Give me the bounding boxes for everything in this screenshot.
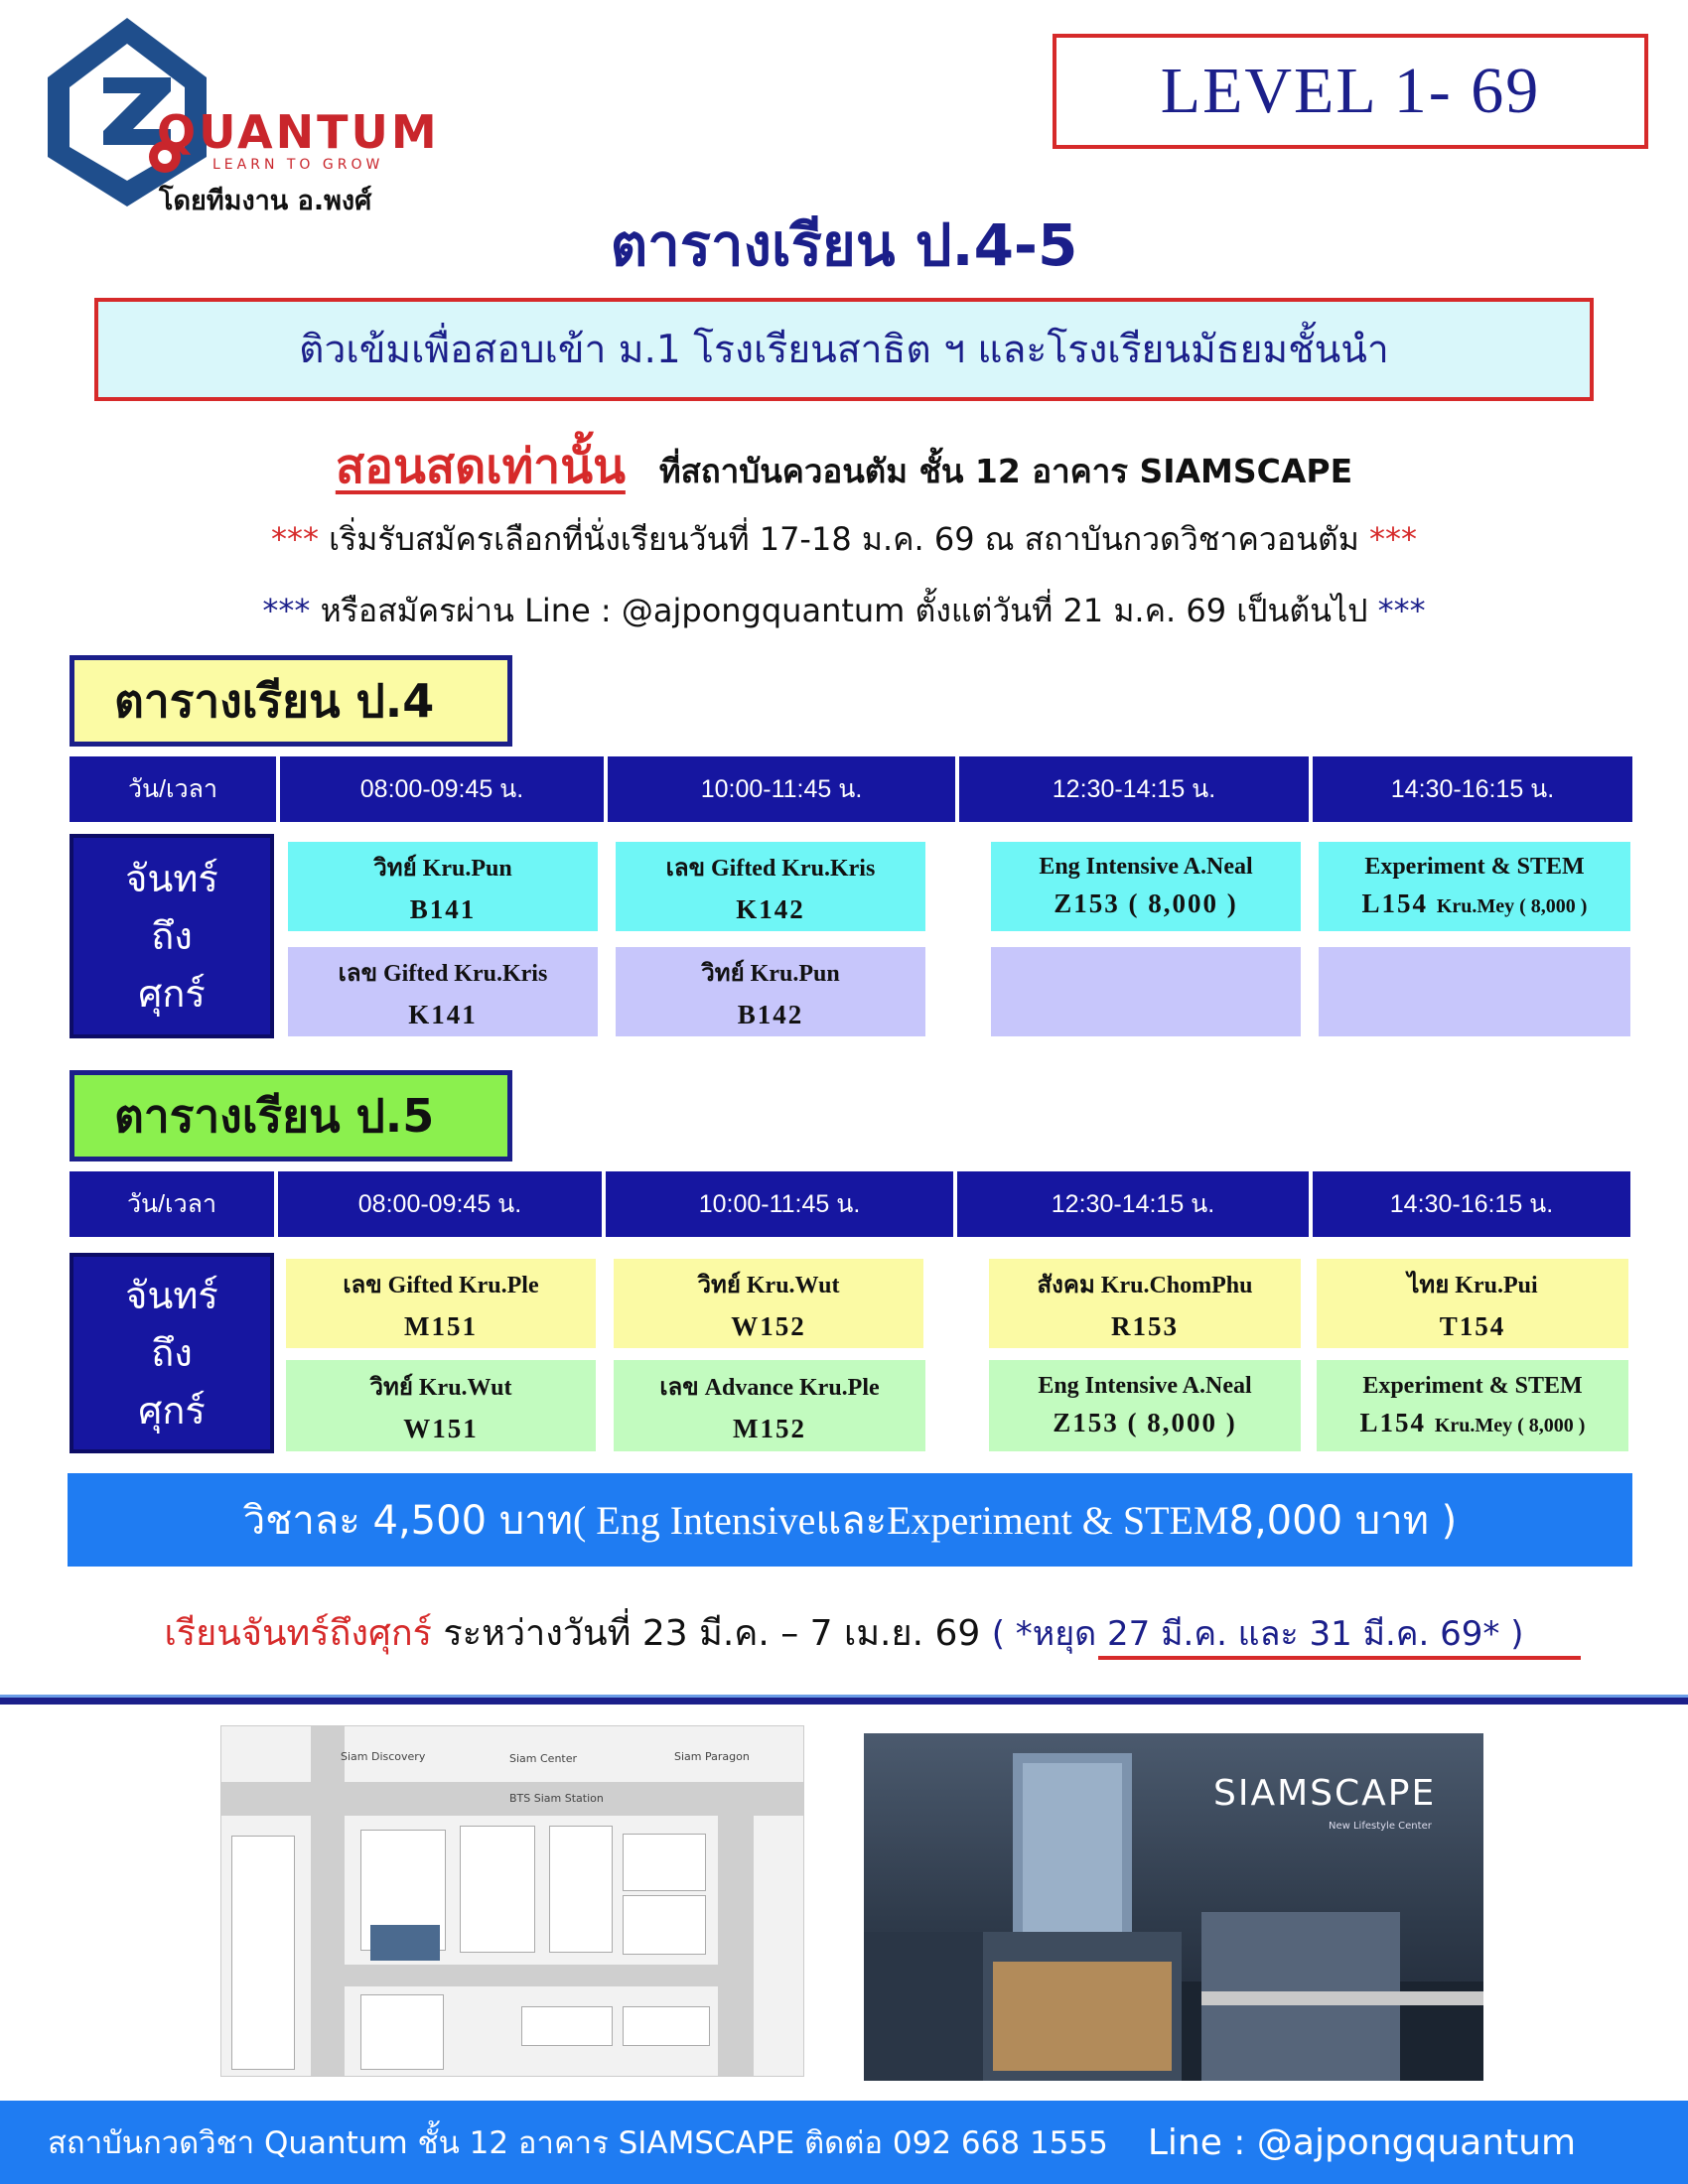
- footer-contact: สถาบันกวดวิชา Quantum ชั้น 12 อาคาร SIAMSCAPE ติดต่อ 092 668 1555: [48, 2125, 1108, 2161]
- header-day-time: วัน/เวลา: [70, 1171, 274, 1237]
- class-subject: Experiment & STEM: [1362, 1373, 1583, 1399]
- day-line-1: จันทร์: [125, 1274, 218, 1317]
- p5-class-T154: [1317, 1259, 1628, 1348]
- day-line-2: ถึง: [151, 1331, 193, 1375]
- siamscape-building-photo: [864, 1733, 1483, 2081]
- page-title: ตารางเรียน ป.4-5: [610, 211, 1078, 279]
- class-code: K141: [408, 1000, 478, 1029]
- banner-text: ติวเข้มเพื่อสอบเข้า ม.1 โรงเรียนสาธิต ฯ และโรงเรียนมัธยมชั้นนำ: [299, 328, 1389, 372]
- note-2-text: หรือสมัครผ่าน Line : @ajpongquantum ตั้งแต่วันที่ 21 ม.ค. 69 เป็นต้นไป: [310, 592, 1378, 629]
- p5-class-Z153: [989, 1360, 1301, 1451]
- class-subject: วิทย์ Kru.Wut: [697, 1273, 840, 1298]
- map-label-bts-siam: BTS Siam Station: [509, 1792, 604, 1805]
- dates-holiday: ( *หยุด 27 มี.ค. และ 31 มี.ค. 69* ): [991, 1614, 1524, 1654]
- p5-class-W152: [614, 1259, 923, 1348]
- p4-day-block: [70, 834, 274, 1038]
- class-subject: เลข Advance Kru.Ple: [659, 1375, 880, 1401]
- class-code: M151: [404, 1311, 478, 1341]
- price-rest: Experiment & STEM: [887, 1497, 1229, 1543]
- class-subject: วิทย์ Kru.Pun: [701, 961, 840, 987]
- p4-empty-cell-2: [1319, 947, 1630, 1036]
- price-main: วิชาละ 4,500 บาท: [242, 1498, 573, 1544]
- stars-right: ***: [1377, 592, 1426, 629]
- header-slot-2: 10:00-11:45 น.: [606, 1171, 953, 1237]
- day-line-2: ถึง: [151, 914, 193, 958]
- class-subject: ไทย Kru.Pui: [1407, 1273, 1538, 1298]
- p4-class-L154: [1319, 842, 1630, 931]
- header-slot-4: 14:30-16:15 น.: [1313, 1171, 1630, 1237]
- class-subject: วิทย์ Kru.Pun: [373, 856, 512, 882]
- class-code: Z153 ( 8,000 ): [1054, 888, 1238, 918]
- header-slot-2: 10:00-11:45 น.: [608, 756, 955, 822]
- class-code: Z153 ( 8,000 ): [1053, 1408, 1237, 1437]
- price-bar: [68, 1473, 1632, 1567]
- class-dates-row: [0, 1604, 1688, 1661]
- header-slot-3: 12:30-14:15 น.: [959, 756, 1309, 822]
- class-subject: Eng Intensive A.Neal: [1039, 854, 1253, 880]
- class-code-with-teacher: [1360, 1408, 1586, 1438]
- footer-line-id: Line : @ajpongquantum: [1147, 2121, 1577, 2163]
- class-subject: เลข Gifted Kru.Ple: [343, 1273, 539, 1298]
- stars-left: ***: [271, 520, 319, 558]
- class-code: B141: [409, 894, 477, 924]
- dates-days: เรียนจันทร์ถึงศุกร์: [164, 1613, 432, 1654]
- live-class-row: [0, 429, 1688, 504]
- p5-class-R153: [989, 1259, 1301, 1348]
- price-amount: 8,000 บาท ): [1228, 1498, 1458, 1544]
- p4-class-B142: [616, 947, 925, 1036]
- stars-left: ***: [262, 592, 311, 629]
- day-line-1: จันทร์: [125, 857, 218, 900]
- photo-sub: New Lifestyle Center: [1329, 1821, 1432, 1832]
- dates-range: ระหว่างวันที่ 23 มี.ค. – 7 เม.ย. 69: [431, 1613, 992, 1654]
- map-label-siam-center: Siam Center: [509, 1752, 578, 1765]
- note-1-text: เริ่มรับสมัครเลือกที่นั่งเรียนวันที่ 17-18 ม.ค. 69 ณ สถาบันกวดวิชาควอนตัม: [319, 520, 1369, 558]
- class-subject: เลข Gifted Kru.Kris: [338, 961, 548, 987]
- holiday-underline: [1098, 1656, 1581, 1660]
- class-code: T154: [1439, 1311, 1506, 1341]
- footer-bar: [0, 2101, 1688, 2184]
- section-divider: [0, 1695, 1688, 1705]
- registration-note-1: [0, 514, 1688, 565]
- stars-right: ***: [1368, 520, 1417, 558]
- live-location: ที่สถาบันควอนตัม ชั้น 12 อาคาร SIAMSCAPE: [658, 452, 1353, 490]
- p5-class-M152: [614, 1360, 925, 1451]
- location-map: [220, 1725, 804, 2077]
- class-code: L154: [1361, 888, 1429, 918]
- photo-brand: SIAMSCAPE: [1213, 1773, 1437, 1814]
- class-subject: Experiment & STEM: [1364, 854, 1585, 880]
- class-teacher-price: Kru.Mey ( 8,000 ): [1436, 895, 1588, 917]
- header-slot-1: 08:00-09:45 น.: [280, 756, 604, 822]
- class-subject: วิทย์ Kru.Wut: [369, 1375, 512, 1401]
- p5-class-W151: [286, 1360, 596, 1451]
- class-teacher-price: Kru.Mey ( 8,000 ): [1434, 1415, 1586, 1436]
- class-code-with-teacher: [1362, 888, 1588, 919]
- class-subject: Eng Intensive A.Neal: [1038, 1373, 1252, 1399]
- day-line-3: ศุกร์: [138, 972, 206, 1016]
- map-label-siam-discovery: Siam Discovery: [341, 1750, 426, 1763]
- class-code: L154: [1359, 1408, 1427, 1437]
- price-and: และ: [815, 1498, 888, 1544]
- p4-section-label: ตารางเรียน ป.4: [70, 655, 512, 747]
- p4-empty-cell-1: [991, 947, 1301, 1036]
- price-paren: ( Eng Intensive: [572, 1497, 816, 1543]
- p4-class-K141: [288, 947, 598, 1036]
- level-box: [1053, 34, 1648, 149]
- class-subject: เลข Gifted Kru.Kris: [665, 856, 876, 882]
- logo-brand: QUANTUM: [157, 105, 440, 159]
- header-slot-1: 08:00-09:45 น.: [278, 1171, 602, 1237]
- p5-class-L154: [1317, 1360, 1628, 1451]
- class-subject: สังคม Kru.ChomPhu: [1037, 1273, 1253, 1298]
- registration-note-2: [0, 586, 1688, 636]
- live-only-emphasis: สอนสดเท่านั้น: [335, 439, 626, 494]
- building-photo-icon: [370, 1925, 440, 1961]
- header-day-time: วัน/เวลา: [70, 756, 276, 822]
- p5-day-block: [70, 1253, 274, 1453]
- p4-class-Z153: [991, 842, 1301, 931]
- map-label-siam-paragon: Siam Paragon: [674, 1750, 750, 1763]
- p4-class-B141: [288, 842, 598, 931]
- header-slot-3: 12:30-14:15 น.: [957, 1171, 1309, 1237]
- class-code: M152: [733, 1414, 806, 1443]
- class-code: B142: [737, 1000, 804, 1029]
- class-code: W152: [731, 1311, 806, 1341]
- class-code: W151: [403, 1414, 479, 1443]
- p5-class-M151: [286, 1259, 596, 1348]
- level-text: LEVEL 1- 69: [1160, 55, 1541, 127]
- p4-class-K142: [616, 842, 925, 931]
- p5-section-label: ตารางเรียน ป.5: [70, 1070, 512, 1161]
- class-code: R153: [1111, 1311, 1179, 1341]
- tutoring-banner: [94, 298, 1594, 401]
- day-line-3: ศุกร์: [138, 1389, 206, 1433]
- logo-tagline: LEARN TO GROW: [212, 157, 384, 173]
- header-slot-4: 14:30-16:15 น.: [1313, 756, 1632, 822]
- logo-by-line: โดยทีมงาน อ.พงศ์: [159, 186, 372, 216]
- class-code: K142: [736, 894, 805, 924]
